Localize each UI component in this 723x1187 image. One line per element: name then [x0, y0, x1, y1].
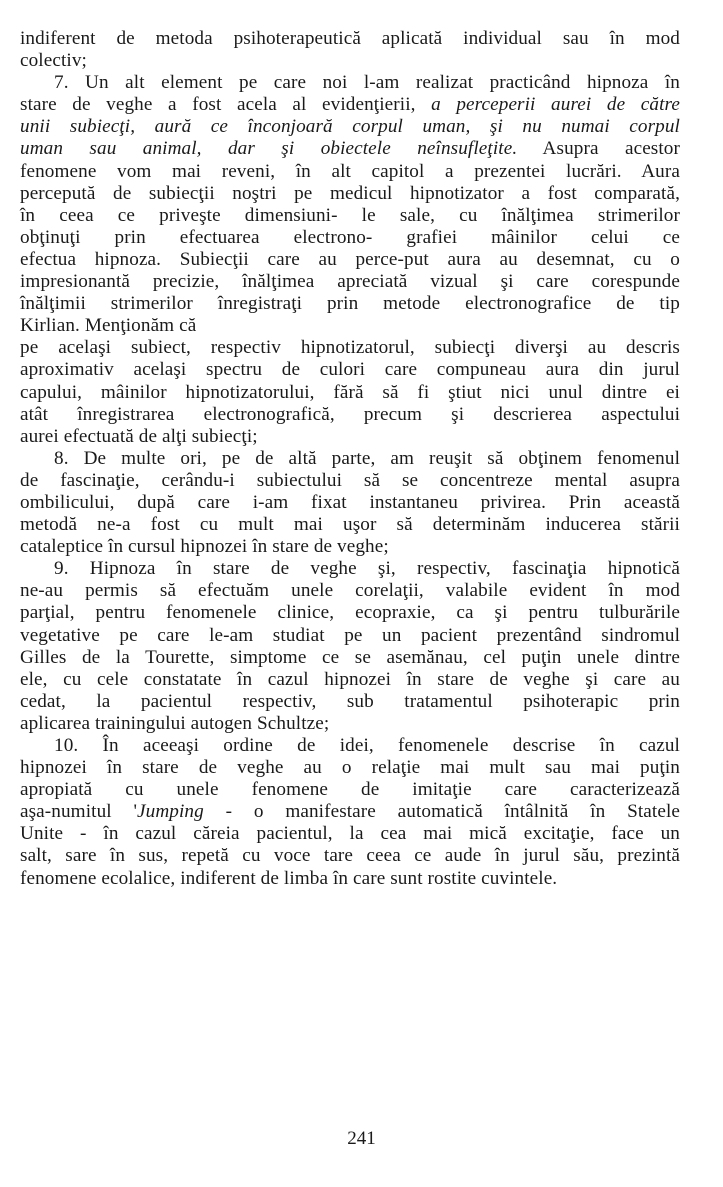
text-line: ombilicului, după care i-am fixat instantaneu privirea. Prin această	[20, 491, 680, 513]
text-line: unii subiecţi, aură ce înconjoară corpul uman, şi nu numai corpul	[20, 116, 680, 138]
text-line: aşa-numitul 'Jumping - o manifestare automatică întâlnită în Statele	[20, 801, 680, 823]
text-line: 8. De multe ori, pe de altă parte, am reuşit să obţinem fenomenul	[54, 447, 680, 469]
text-line: fenomene vom mai reveni, în alt capitol a prezentei lucrări. Aura	[20, 160, 680, 182]
text-line: pe acelaşi subiect, respectiv hipnotizatorul, subiecţi diverşi au descris	[20, 337, 680, 359]
text-line: atât înregistrarea electronografică, precum şi descrierea aspectului	[20, 403, 680, 425]
text-line: impresionantă precizie, înălţimea apreciată vizual şi care corespunde	[20, 271, 680, 293]
text-line: ne-au permis să efectuăm unele corelaţii, valabile evident în mod	[20, 580, 680, 602]
text-line: în ceea ce priveşte dimensiuni- le sale, cu înălţimea strimerilor	[20, 204, 680, 226]
text-line: metodă ne-a fost cu mult mai uşor să determinăm inducerea stării	[20, 514, 680, 536]
text-line: percepută de subiecţii noştri pe medicul hipnotizator a fost comparată,	[20, 182, 680, 204]
text-line: uman sau animal, dar şi obiectele neînsufleţite. Asupra acestor	[20, 138, 680, 160]
text-line: cataleptice în cursul hipnozei în stare de veghe;	[20, 536, 389, 558]
text-line: obţinuţi prin efectuarea electrono- grafiei mâinilor celui ce	[20, 226, 680, 248]
text-line: 9. Hipnoza în stare de veghe şi, respectiv, fascinaţia hipnotică	[54, 558, 680, 580]
text-line: apropiată cu unele fenomene de imitaţie care caracterizează	[20, 779, 680, 801]
text-line: parţial, pentru fenomenele clinice, ecopraxie, ca şi pentru tulburările	[20, 602, 680, 624]
page-number: 241	[347, 1128, 376, 1149]
text-line: salt, sare în sus, repetă cu voce tare ceea ce aude în jurul său, prezintă	[20, 845, 680, 867]
text-line: Unite - în cazul căreia pacientul, la cea mai mică excitaţie, face un	[20, 823, 680, 845]
text-line: ele, cu cele constatate în cazul hipnozei în stare de veghe şi care au	[20, 668, 680, 690]
text-line: aplicarea trainingului autogen Schultze;	[20, 712, 330, 734]
text-line: capului, mâinilor hipnotizatorului, fără să fi ştiut nici unul dintre ei	[20, 381, 680, 403]
text-line: Gilles de la Tourette, simptome ce se asemănau, cel puţin unele dintre	[20, 646, 680, 668]
text-line: hipnozei în stare de veghe au o relaţie mai mult sau mai puţin	[20, 757, 680, 779]
book-page	[20, 28, 680, 1148]
text-line: înălţimii strimerilor înregistraţi prin metode electronografice de tip	[20, 293, 680, 315]
text-line: de fascinaţie, cerându-i subiectului să se concentreze mental asupra	[20, 469, 680, 491]
text-line: Kirlian. Menţionăm că	[20, 315, 197, 337]
text-line: vegetative pe care le-am studiat pe un pacient prezentând sindromul	[20, 624, 680, 646]
text-line: 10. În aceeaşi ordine de idei, fenomenele descrise în cazul	[54, 735, 680, 756]
text-line: aproximativ acelaşi spectru de culori care compuneau aura din jurul	[20, 359, 680, 381]
text-line: efectua hipnoza. Subiecţii care au perce-put aura au desemnat, cu o	[20, 248, 680, 270]
text-line: cedat, la pacientul respectiv, sub tratamentul psihoterapic prin	[20, 690, 680, 712]
text-line: indiferent de metoda psihoterapeutică aplicată individual sau în mod	[20, 28, 680, 49]
text-line: fenomene ecolalice, indiferent de limba în care sunt rostite cuvintele.	[20, 867, 558, 889]
body-text	[20, 28, 680, 890]
text-line: stare de veghe a fost acela al evidenţierii, a perceperii aurei de către	[20, 94, 680, 116]
text-line: aurei efectuată de alţi subiecţi;	[20, 425, 258, 447]
text-line: 7. Un alt element pe care noi l-am realizat practicând hipnoza în	[54, 72, 680, 94]
text-line: colectiv;	[20, 50, 87, 72]
